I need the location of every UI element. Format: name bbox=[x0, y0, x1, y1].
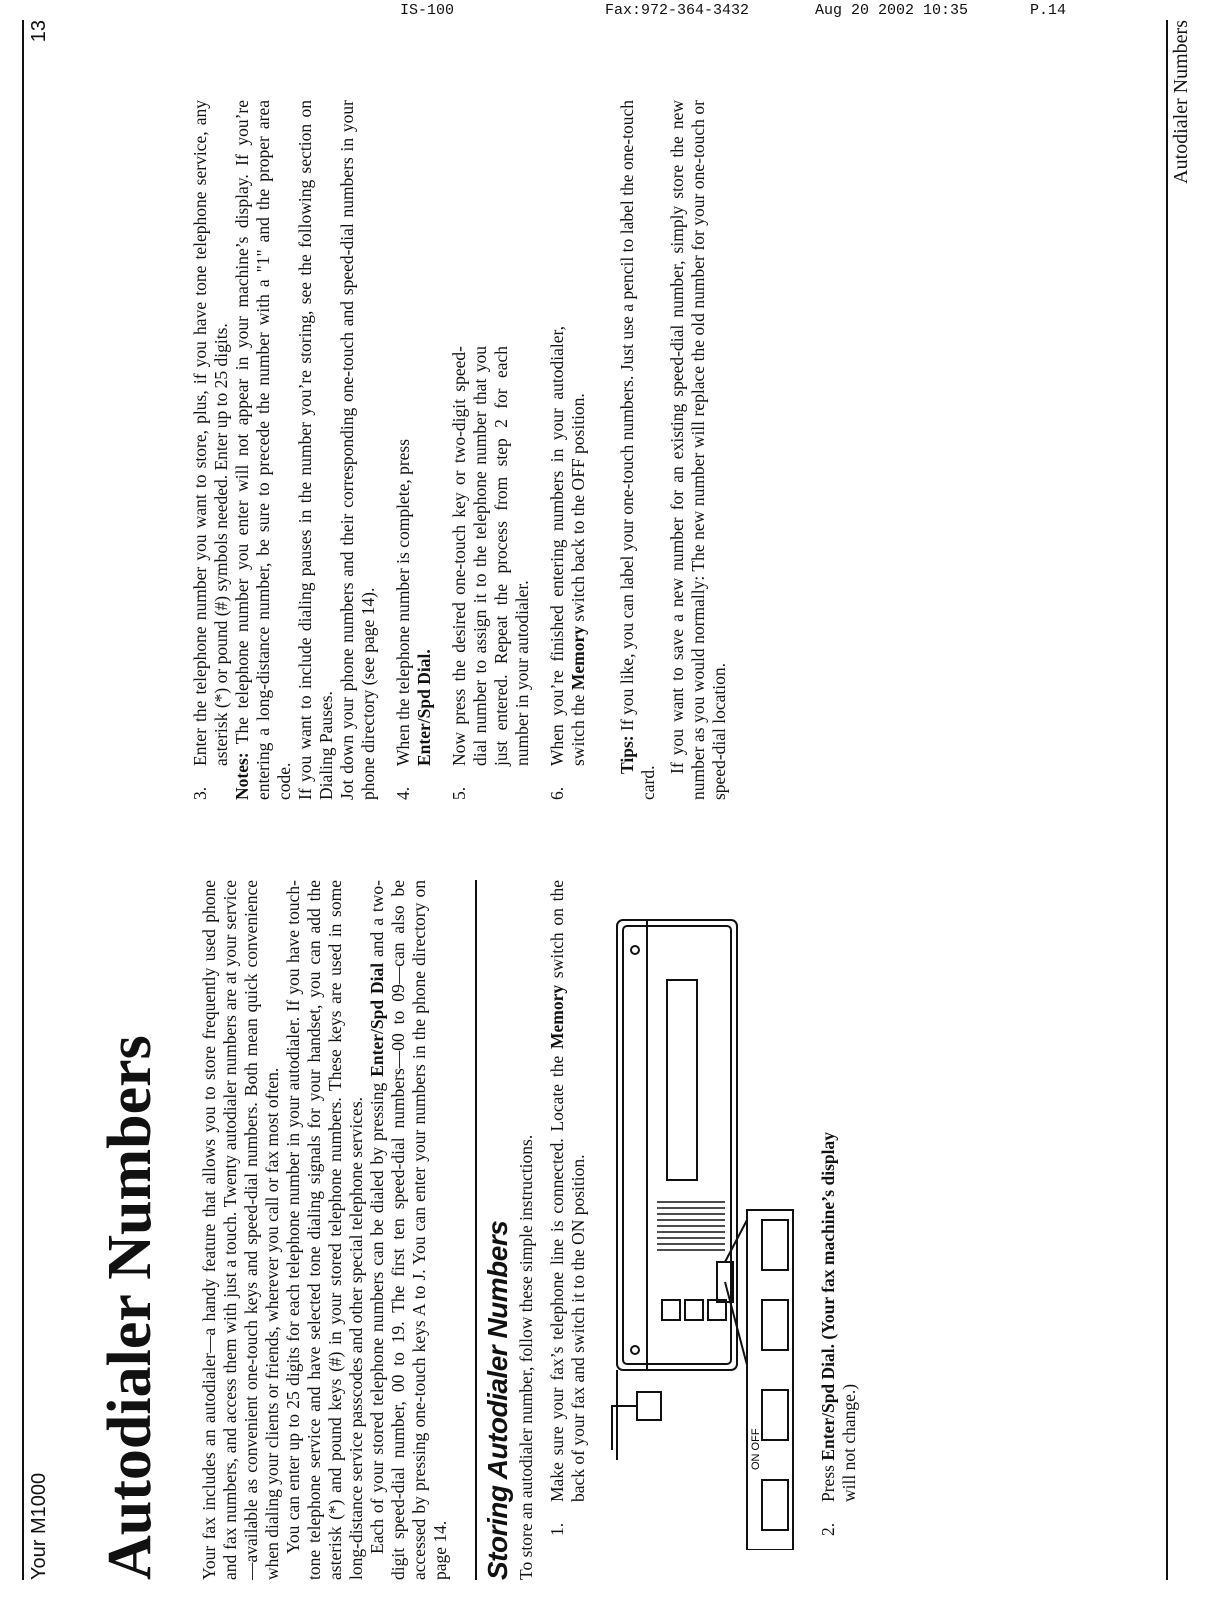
section-intro: To store an autodialer number, follow these simple instructions. bbox=[516, 1134, 536, 1580]
page-title: Autodialer Numbers bbox=[96, 1035, 164, 1580]
right-column bbox=[190, 100, 730, 800]
footer-left: Your M1000 bbox=[28, 1472, 50, 1580]
digits-paragraph: You can enter up to 25 digits for each telephone number in your autodialer. If you have touch-tone telephone service and have selected tone dialing signals for your handset, you can add the asterisk (*) and pound keys (#) in your stored telephone numbers. These keys are used in some long-distance service passcodes and other special telephone services. bbox=[283, 880, 366, 1580]
fax-id: IS-100 bbox=[400, 2, 455, 19]
step-6: 6. When you’re finished entering numbers in your autodialer, switch the Memory switch back to the OFF position. bbox=[547, 326, 588, 800]
notes: Notes: The telephone number you enter will not appear in your machine’s display. If you’re entering a long-distance number, be sure to precede the number with a "1" and the proper area code. bbox=[232, 100, 294, 800]
tips-2: If you want to save a new number for an existing speed-dial number, simply store the new number as you would normally: The new number will replace the old number for your one-touch or speed-dial location. bbox=[667, 100, 729, 800]
fax-machine-back-image bbox=[607, 910, 797, 1550]
running-head: Autodialer Numbers bbox=[1170, 20, 1192, 184]
jot-note: Jot down your phone numbers and their corresponding one-touch and speed-dial numbers in your phone directory (see page 14). bbox=[337, 100, 378, 800]
step-4: 4. When the telephone number is complete, press Enter/Spd Dial. bbox=[393, 438, 434, 800]
rotated-page bbox=[20, 20, 1200, 1580]
step-5: 5. Now press the desired one-touch key or two-digit speed-dial number to assign it to the telephone number that you just entered. Repeat the process from step 2 for each number in your autodialer. bbox=[449, 346, 532, 800]
tips: Tips: If you like, you can label your one-touch numbers. Just use a pencil to label the one-touch card. bbox=[617, 100, 658, 800]
intro-paragraph: Your fax includes an autodialer—a handy feature that allows you to store frequently used phone and fax numbers, and access them with just a touch. Twenty autodialer numbers are at your service—available as convenient one-touch keys and speed-dial numbers. Both mean quick convenience when dialing your clients or friends, wherever you call or fax most often. bbox=[199, 880, 282, 1580]
fax-date: Aug 20 2002 10:35 bbox=[815, 2, 969, 19]
dial-paragraph: Each of your stored telephone numbers can be dialed by pressing Enter/Spd Dial and a two-digit speed-dial number, 00 to 19. The first ten speed-dial numbers—00 to 09—can also be accessed by pressing one-touch keys A to J. You can enter your numbers in the phone directory on page 14. bbox=[367, 880, 450, 1580]
step-1: 1. Make sure your fax’s telephone line is connected. Locate the Memory switch on the back of your fax and switch it to the ON position. bbox=[547, 880, 588, 1536]
fax-back-illustration bbox=[607, 880, 802, 1550]
step-3: 3. Enter the telephone number you want to store, plus, if you have tone telephone service, any asterisk (*) or pound (#) symbols needed. Enter up to 25 digits. bbox=[190, 100, 231, 800]
fax-page: P.14 bbox=[1030, 2, 1067, 19]
switch-label: ON OFF bbox=[750, 1428, 762, 1470]
top-rule bbox=[22, 20, 24, 1580]
fax-number: Fax:972-364-3432 bbox=[605, 2, 750, 19]
footer-right: 13 bbox=[28, 20, 50, 43]
section-heading: Storing Autodialer Numbers bbox=[482, 1220, 513, 1580]
left-column bbox=[95, 880, 860, 1580]
bottom-rule bbox=[1166, 20, 1168, 1580]
pauses-note: If you want to include dialing pauses in the number you’re storing, see the following section on Dialing Pauses. bbox=[295, 100, 336, 800]
step-2: 2. Press Enter/Spd Dial. (Your fax machine’s display will not change.) bbox=[818, 1132, 859, 1536]
